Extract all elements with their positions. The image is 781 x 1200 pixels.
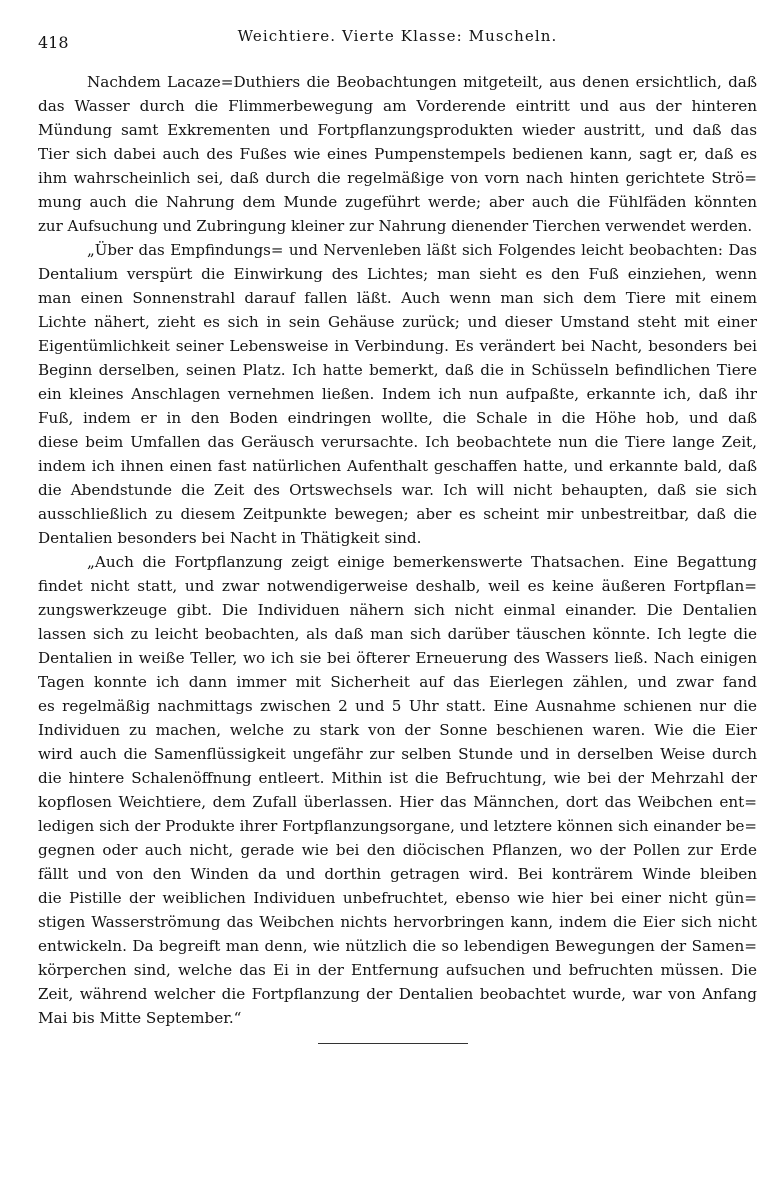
- text-line: zur Aufsuchung und Zubringung kleiner zur Nahrung dienender Tierchen verwendet werden.: [38, 217, 753, 235]
- text-line: findet nicht statt, und zwar notwendigerweise deshalb, weil es keine äußeren Fortpflan=: [38, 577, 757, 595]
- text-line: Nachdem Lacaze=Duthiers die Beobachtungen mitgeteilt, aus denen ersichtlich, daß: [87, 73, 757, 91]
- text-line: Zeit, während welcher die Fortpflanzung der Dentalien beobachtet wurde, war von Anfang: [38, 985, 757, 1003]
- text-line: Fuß, indem er in den Boden eindringen wollte, die Schale in die Höhe hob, und daß: [38, 409, 757, 427]
- text-line: indem ich ihnen einen fast natürlichen Aufenthalt geschaffen hatte, und erkannte bald, daß: [38, 457, 757, 475]
- text-line: Mündung samt Exkrementen und Fortpflanzungsprodukten wieder austritt, und daß das: [38, 121, 757, 139]
- text-line: Tagen konnte ich dann immer mit Sicherheit auf das Eierlegen zählen, und zwar fand: [38, 673, 757, 691]
- text-line: Beginn derselben, seinen Platz. Ich hatte bemerkt, daß die in Schüsseln befindlichen Tiere: [38, 361, 757, 379]
- text-line: die hintere Schalenöffnung entleert. Mithin ist die Befruchtung, wie bei der Mehrzahl der: [38, 769, 757, 787]
- text-line: die Pistille der weiblichen Individuen unbefruchtet, ebenso wie hier bei einer nicht gün=: [38, 889, 757, 907]
- text-line: die Abendstunde die Zeit des Ortswechsels war. Ich will nicht behaupten, daß sie sich: [38, 481, 757, 499]
- text-line: kopflosen Weichtiere, dem Zufall überlassen. Hier das Männchen, dort das Weibchen ent=: [38, 793, 757, 811]
- page-number: 418: [38, 33, 69, 52]
- text-line: Dentalium verspürt die Einwirkung des Lichtes; man sieht es den Fuß einziehen, wenn: [38, 265, 757, 283]
- text-line: wird auch die Samenflüssigkeit ungefähr zur selben Stunde und in derselben Weise durch: [38, 745, 757, 763]
- body-text: [38, 70, 757, 1030]
- text-line: ihm wahrscheinlich sei, daß durch die regelmäßige von vorn nach hinten gerichtete Strö=: [38, 169, 757, 187]
- text-line: „Über das Empfindungs= und Nervenleben läßt sich Folgendes leicht beobachten: Das: [87, 241, 757, 259]
- page-header: [38, 27, 757, 52]
- text-line: lassen sich zu leicht beobachten, als daß man sich darüber täuschen könnte. Ich legte die: [38, 625, 757, 643]
- text-line: Mai bis Mitte September.“: [38, 1009, 242, 1027]
- running-head: Weichtiere. Vierte Klasse: Muscheln.: [237, 27, 558, 45]
- text-line: zungswerkzeuge gibt. Die Individuen nähern sich nicht einmal einander. Die Dentalien: [38, 601, 757, 619]
- text-line: Lichte nähert, zieht es sich in sein Gehäuse zurück; und dieser Umstand steht mit einer: [38, 313, 757, 331]
- text-line: Individuen zu machen, welche zu stark von der Sonne beschienen waren. Wie die Eier: [38, 721, 757, 739]
- text-line: ausschließlich zu diesem Zeitpunkte bewegen; aber es scheint mir unbestreitbar, daß die: [38, 505, 757, 523]
- text-line: Dentalien in weiße Teller, wo ich sie bei öfterer Erneuerung des Wassers ließ. Nach einigen: [38, 649, 757, 667]
- text-line: gegnen oder auch nicht, gerade wie bei den diöcischen Pflanzen, wo der Pollen zur Erde: [38, 841, 757, 859]
- text-line: diese beim Umfallen das Geräusch verursachte. Ich beobachtete nun die Tiere lange Zeit,: [38, 433, 757, 451]
- text-line: entwickeln. Da begreift man denn, wie nützlich die so lebendigen Bewegungen der Samen=: [38, 937, 757, 955]
- text-line: Dentalien besonders bei Nacht in Thätigkeit sind.: [38, 529, 422, 547]
- text-line: ein kleines Anschlagen vernehmen ließen. Indem ich nun aufpaßte, erkannte ich, daß ihr: [38, 385, 757, 403]
- text-line: stigen Wasserströmung das Weibchen nichts hervorbringen kann, indem die Eier sich nicht: [38, 913, 757, 931]
- text-line: Tier sich dabei auch des Fußes wie eines Pumpenstempels bedienen kann, sagt er, daß es: [38, 145, 757, 163]
- text-line: mung auch die Nahrung dem Munde zugeführt werde; aber auch die Fühlfäden könnten: [38, 193, 757, 211]
- text-line: man einen Sonnenstrahl darauf fallen läßt. Auch wenn man sich dem Tiere mit einem: [38, 289, 757, 307]
- text-line: körperchen sind, welche das Ei in der Entfernung aufsuchen und befruchten müssen. Die: [38, 961, 757, 979]
- text-line: fällt und von den Winden da und dorthin getragen wird. Bei konträrem Winde bleiben: [38, 865, 757, 883]
- text-line: das Wasser durch die Flimmerbewegung am Vorderende eintritt und aus der hinteren: [38, 97, 757, 115]
- text-line: es regelmäßig nachmittags zwischen 2 und 5 Uhr statt. Eine Ausnahme schienen nur die: [38, 697, 757, 715]
- end-rule: [318, 1043, 468, 1044]
- text-line: Eigentümlichkeit seiner Lebensweise in Verbindung. Es verändert bei Nacht, besonders bei: [38, 337, 757, 355]
- text-line: „Auch die Fortpflanzung zeigt einige bemerkenswerte Thatsachen. Eine Begattung: [87, 553, 757, 571]
- text-line: ledigen sich der Produkte ihrer Fortpflanzungsorgane, und letztere können sich einander be=: [38, 817, 757, 835]
